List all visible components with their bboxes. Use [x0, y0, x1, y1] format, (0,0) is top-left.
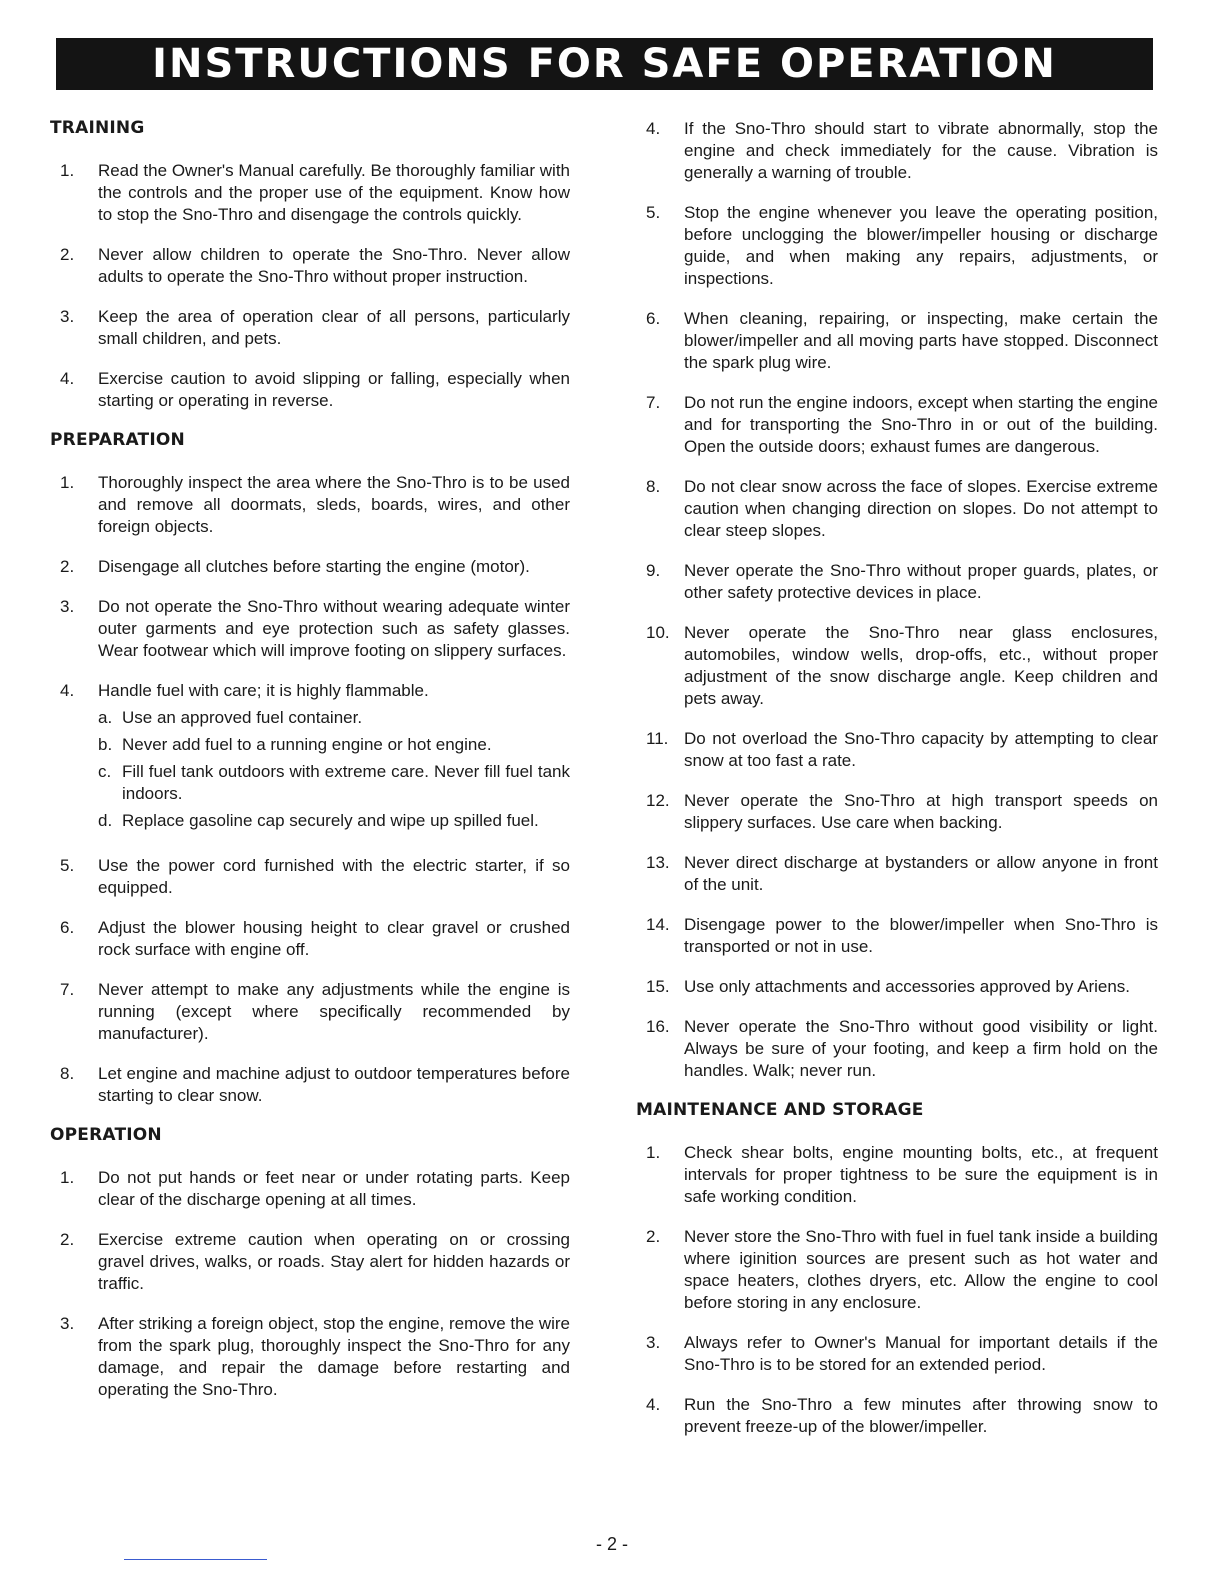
item-text: Use the power cord furnished with the electric starter, if so equipped.: [98, 856, 570, 897]
list-item: [636, 976, 1158, 998]
list-item: [50, 855, 570, 899]
item-text-block: [98, 1313, 570, 1401]
list-item: [50, 1229, 570, 1295]
item-text: Never operate the Sno-Thro near glass enclosures, automobiles, window wells, drop-offs, etc., without proper adjustment of the snow discharge angle. Keep children and pets away.: [684, 623, 1158, 708]
item-text: Check shear bolts, engine mounting bolts, etc., at frequent intervals for proper tightness to be sure the equipment is in safe working condition.: [684, 1143, 1158, 1206]
item-text: Handle fuel with care; it is highly flammable.: [98, 681, 429, 700]
item-number: 9.: [646, 561, 661, 580]
sub-item-letter: a.: [98, 708, 113, 727]
preparation-list: [50, 472, 570, 1107]
item-text-block: [98, 556, 570, 578]
list-item: [636, 118, 1158, 184]
item-text: Never attempt to make any adjustments while the engine is running (except where specifically recommended by manufacturer).: [98, 980, 570, 1043]
item-text-block: [98, 160, 570, 226]
list-item: [636, 476, 1158, 542]
item-text: Run the Sno-Thro a few minutes after throwing snow to prevent freeze-up of the blower/impeller.: [684, 1395, 1158, 1436]
section-title-maintenance: MAINTENANCE AND STORAGE: [636, 1100, 924, 1120]
item-number: 2.: [60, 1230, 75, 1249]
sub-item-text: Replace gasoline cap securely and wipe up spilled fuel.: [122, 811, 539, 830]
item-number: 4.: [646, 1395, 661, 1414]
item-text: Disengage power to the blower/impeller when Sno-Thro is transported or not in use.: [684, 915, 1158, 956]
item-text-block: [98, 979, 570, 1045]
item-number: 3.: [60, 1314, 75, 1333]
sub-item-letter: b.: [98, 735, 113, 754]
item-text: Never allow children to operate the Sno-Thro. Never allow adults to operate the Sno-Thro without proper instruction.: [98, 245, 570, 286]
item-text-block: [684, 560, 1158, 604]
item-text: Never operate the Sno-Thro without proper guards, plates, or other safety protective devices in place.: [684, 561, 1158, 602]
item-number: 2.: [60, 245, 75, 264]
item-text: Do not clear snow across the face of slopes. Exercise extreme caution when changing direction on slopes. Do not attempt to clear steep slopes.: [684, 477, 1158, 540]
item-text-block: [98, 472, 570, 538]
item-number: 6.: [646, 309, 661, 328]
list-item: [50, 979, 570, 1045]
item-number: 10.: [646, 623, 670, 642]
list-item: [636, 728, 1158, 772]
sub-list-item: [98, 761, 570, 805]
item-text: Do not overload the Sno-Thro capacity by attempting to clear snow at too fast a rate.: [684, 729, 1158, 770]
item-text-block: [684, 476, 1158, 542]
list-item: [50, 596, 570, 662]
item-number: 14.: [646, 915, 670, 934]
item-text-block: [684, 1332, 1158, 1376]
list-item: [636, 790, 1158, 834]
item-text: Adjust the blower housing height to clear gravel or crushed rock surface with engine off.: [98, 918, 570, 959]
list-item: [50, 1063, 570, 1107]
list-item: [636, 852, 1158, 896]
item-text-block: [98, 1167, 570, 1211]
operation-list-right: [636, 118, 1158, 1082]
list-item: [636, 1142, 1158, 1208]
item-text-block: [98, 1229, 570, 1295]
item-text-block: [684, 914, 1158, 958]
item-text: Never direct discharge at bystanders or allow anyone in front of the unit.: [684, 853, 1158, 894]
item-number: 3.: [60, 307, 75, 326]
list-item: [50, 556, 570, 578]
item-text: If the Sno-Thro should start to vibrate abnormally, stop the engine and check immediately for the cause. Vibration is generally a warning of trouble.: [684, 119, 1158, 182]
list-item: [50, 1167, 570, 1211]
sub-item-text: Fill fuel tank outdoors with extreme care. Never fill fuel tank indoors.: [122, 762, 570, 803]
item-text-block: [684, 852, 1158, 896]
page-number: - 2 -: [595, 1534, 628, 1554]
item-text: Never store the Sno-Thro with fuel in fuel tank inside a building where iginition sources are present such as hot water and space heaters, clothes dryers, etc. Allow the engine to cool before storing in any enclosure.: [684, 1227, 1158, 1312]
item-number: 1.: [60, 473, 75, 492]
item-text: When cleaning, repairing, or inspecting, make certain the blower/impeller and all moving parts have stopped. Disconnect the spark plug wire.: [684, 309, 1158, 372]
list-item: [636, 202, 1158, 290]
item-text-block: [98, 855, 570, 899]
item-number: 2.: [60, 557, 75, 576]
item-text-block: [98, 596, 570, 662]
item-text-block: [684, 118, 1158, 184]
sub-item-text: Never add fuel to a running engine or hot engine.: [122, 735, 492, 754]
list-item: [50, 244, 570, 288]
sub-list-item: [98, 810, 570, 832]
page-title-banner: INSTRUCTIONS FOR SAFE OPERATION: [56, 38, 1153, 90]
item-number: 5.: [646, 203, 661, 222]
item-number: 7.: [60, 980, 75, 999]
sub-item-text: Use an approved fuel container.: [122, 708, 363, 727]
item-text: After striking a foreign object, stop the engine, remove the wire from the spark plug, thoroughly inspect the Sno-Thro for any damage, and repair the damage before restarting and operating the Sno-Thro.: [98, 1314, 570, 1399]
item-text: Read the Owner's Manual carefully. Be thoroughly familiar with the controls and the proper use of the equipment. Know how to stop the Sno-Thro and disengage the controls quickly.: [98, 161, 570, 224]
list-item: [50, 917, 570, 961]
list-item: [636, 560, 1158, 604]
item-text: Always refer to Owner's Manual for important details if the Sno-Thro is to be stored for an extended period.: [684, 1333, 1158, 1374]
item-number: 4.: [646, 119, 661, 138]
item-text: Disengage all clutches before starting the engine (motor).: [98, 557, 530, 576]
list-item: [50, 472, 570, 538]
operation-list-left: [50, 1167, 570, 1401]
left-column: [50, 118, 570, 1419]
footer-rule: [124, 1559, 267, 1560]
item-text: Thoroughly inspect the area where the Sno-Thro is to be used and remove all doormats, sleds, boards, wires, and other foreign objects.: [98, 473, 570, 536]
list-item: [50, 680, 570, 837]
item-number: 3.: [60, 597, 75, 616]
sub-item-letter: d.: [98, 811, 113, 830]
item-text: Never operate the Sno-Thro at high transport speeds on slippery surfaces. Use care when backing.: [684, 791, 1158, 832]
item-text-block: [684, 790, 1158, 834]
item-number: 5.: [60, 856, 75, 875]
item-text-block: [98, 306, 570, 350]
maintenance-list: [636, 1142, 1158, 1438]
item-number: 2.: [646, 1227, 661, 1246]
list-item: [50, 1313, 570, 1401]
item-text-block: [684, 202, 1158, 290]
item-text: Use only attachments and accessories approved by Ariens.: [684, 977, 1131, 996]
item-text-block: [684, 308, 1158, 374]
section-title-operation: OPERATION: [50, 1125, 162, 1145]
sub-list-item: [98, 707, 570, 729]
item-number: 4.: [60, 681, 75, 700]
list-item: [636, 622, 1158, 710]
list-item: [50, 368, 570, 412]
item-number: 16.: [646, 1017, 670, 1036]
item-text: Never operate the Sno-Thro without good visibility or light. Always be sure of your footing, and keep a firm hold on the handles. Walk; never run.: [684, 1017, 1158, 1080]
sub-list: [98, 707, 570, 832]
item-number: 12.: [646, 791, 670, 810]
list-item: [636, 1394, 1158, 1438]
list-item: [636, 1332, 1158, 1376]
item-number: 13.: [646, 853, 670, 872]
item-number: 4.: [60, 369, 75, 388]
item-text-block: [98, 244, 570, 288]
item-number: 3.: [646, 1333, 661, 1352]
training-list: [50, 160, 570, 412]
item-text-block: [684, 1226, 1158, 1314]
item-text: Do not run the engine indoors, except when starting the engine and for transporting the Sno-Thro in or out of the building. Open the outside doors; exhaust fumes are dangerous.: [684, 393, 1158, 456]
item-text: Stop the engine whenever you leave the operating position, before unclogging the blower/impeller housing or discharge guide, and when making any repairs, adjustments, or inspections.: [684, 203, 1158, 288]
item-number: 8.: [60, 1064, 75, 1083]
item-text-block: [684, 392, 1158, 458]
section-title-training: TRAINING: [50, 118, 145, 138]
item-number: 1.: [60, 1168, 75, 1187]
item-text-block: [684, 1016, 1158, 1082]
list-item: [50, 306, 570, 350]
item-text: Exercise extreme caution when operating on or crossing gravel drives, walks, or roads. Stay alert for hidden hazards or traffic.: [98, 1230, 570, 1293]
item-text-block: [684, 728, 1158, 772]
item-text-block: [98, 368, 570, 412]
item-text-block: [98, 1063, 570, 1107]
item-text-block: [98, 917, 570, 961]
item-text: Keep the area of operation clear of all persons, particularly small children, and pets.: [98, 307, 570, 348]
item-text: Do not operate the Sno-Thro without wearing adequate winter outer garments and eye protection such as safety glasses. Wear footwear which will improve footing on slippery surfaces.: [98, 597, 570, 660]
item-text-block: [98, 680, 570, 837]
section-title-preparation: PREPARATION: [50, 430, 185, 450]
sub-item-letter: c.: [98, 762, 112, 781]
item-text-block: [684, 1394, 1158, 1438]
list-item: [636, 1016, 1158, 1082]
right-column: [636, 118, 1158, 1456]
item-number: 8.: [646, 477, 661, 496]
item-text-block: [684, 976, 1158, 998]
item-number: 1.: [60, 161, 75, 180]
item-number: 11.: [646, 729, 669, 748]
item-number: 7.: [646, 393, 661, 412]
sub-list-item: [98, 734, 570, 756]
item-text: Do not put hands or feet near or under rotating parts. Keep clear of the discharge opening at all times.: [98, 1168, 570, 1209]
item-number: 6.: [60, 918, 75, 937]
list-item: [636, 392, 1158, 458]
list-item: [636, 1226, 1158, 1314]
item-text: Exercise caution to avoid slipping or falling, especially when starting or operating in reverse.: [98, 369, 570, 410]
item-number: 15.: [646, 977, 670, 996]
list-item: [636, 914, 1158, 958]
item-text-block: [684, 622, 1158, 710]
item-text: Let engine and machine adjust to outdoor temperatures before starting to clear snow.: [98, 1064, 570, 1105]
item-text-block: [684, 1142, 1158, 1208]
list-item: [636, 308, 1158, 374]
item-number: 1.: [646, 1143, 661, 1162]
list-item: [50, 160, 570, 226]
